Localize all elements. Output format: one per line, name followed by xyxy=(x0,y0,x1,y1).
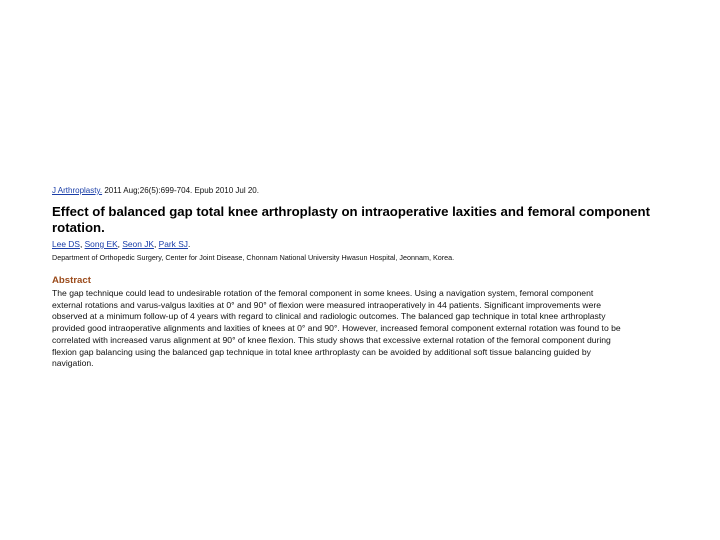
citation-details: 2011 Aug;26(5):699-704. Epub 2010 Jul 20. xyxy=(102,186,259,195)
article xyxy=(52,186,692,370)
abstract-line: correlated with increased varus alignment at 90° of knee flexion. This study shows that excessive external rotation of the femoral component during xyxy=(52,334,611,345)
abstract-heading: Abstract xyxy=(52,275,91,286)
abstract-line: provided good intraoperative alignments and laxities of knees at 0° and 90°. However, increased femoral component external rotation was found to be xyxy=(52,323,621,334)
abstract-line: external rotations and varus-valgus laxities at 0° and 90° of flexion were measured intraoperatively in 44 patients. Significant improvements were xyxy=(52,299,602,310)
article-title: Effect of balanced gap total knee arthroplasty on intraoperative laxities and femoral component rotation. xyxy=(52,204,650,235)
author-link[interactable]: Song EK xyxy=(84,239,118,249)
abstract-line: navigation. xyxy=(52,358,94,369)
journal-link[interactable]: J Arthroplasty. xyxy=(52,186,103,195)
author-link[interactable]: Seon JK xyxy=(122,239,154,249)
abstract-line: flexion gap balancing using the balanced gap technique in total knee arthroplasty can be avoided by additional soft tissue balancing guided by xyxy=(52,346,591,357)
citation-line xyxy=(52,186,692,196)
author-link[interactable]: Lee DS xyxy=(52,239,80,249)
abstract-text xyxy=(52,288,692,370)
author-list: Lee DS, Song EK, Seon JK, Park SJ. xyxy=(52,239,191,249)
author-link[interactable]: Park SJ xyxy=(158,239,188,249)
affiliation: Department of Orthopedic Surgery, Center for Joint Disease, Chonnam National University Hwasun Hospital, Jeonnam, Korea. xyxy=(52,253,455,262)
abstract-line: observed at a minimum follow-up of 4 years with regard to clinical and radiologic outcomes. The balanced gap technique in total knee arthroplasty xyxy=(52,311,606,322)
abstract-line: The gap technique could lead to undesirable rotation of the femoral component in some knees. Using a navigation system, femoral component xyxy=(52,288,594,298)
